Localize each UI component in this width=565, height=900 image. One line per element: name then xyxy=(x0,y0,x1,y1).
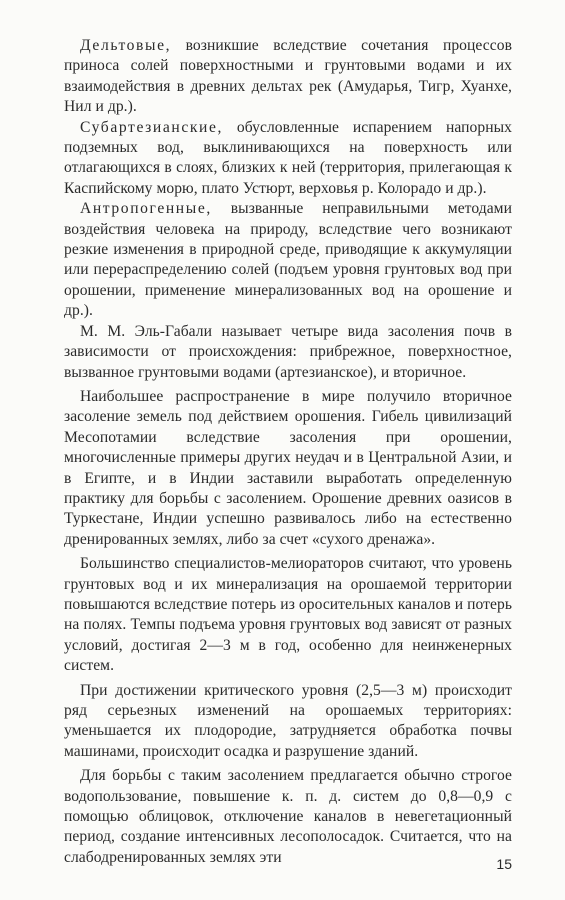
paragraph-text: вызванные неправильными методами воздействия человека на природу, вследствие чего возникают резкие изменения в природной среде, приводящие к аккумуляции или перераспределению солей (подъем уровня грунтовых вод при орошении, применение минерализованных вод на орошение и др.). xyxy=(64,200,512,320)
paragraph-text: возникшие вследствие сочетания процессов приноса солей поверхностными и грунтовыми водами и их взаимодействия в древних дельтах рек (Амударья, Тигр, Хуанхе, Нил и др.). xyxy=(64,37,512,116)
paragraph-text: При достижении критического уровня (2,5—3 м) происходит ряд серьезных изменений на орошаемых территориях: уменьшается их плодородие, затрудняется обработка почвы машинами, происходит осадка и разрушение зданий. xyxy=(64,681,512,760)
page-number: 15 xyxy=(496,856,512,872)
paragraph-specialists xyxy=(64,554,512,676)
paragraph-secondary-salinization xyxy=(64,387,512,550)
term-anthropogenic: Антропогенные, xyxy=(80,200,212,218)
paragraph-el-gabali xyxy=(64,322,512,383)
term-subartesian: Субартезианские, xyxy=(80,118,224,136)
paragraph-text: Для борьбы с таким засолением предлагается обычно строгое водопользование, повышение к. п. д. систем до 0,8—0,9 с помощью облицовок, отключение каналов в невегетационный период, создание интенсивных лесополосадок. Считается, что на слабодренированных землях эти xyxy=(64,767,512,866)
term-deltaic: Дельтовые, xyxy=(80,37,172,54)
paragraph-text: обусловленные испарением напорных подземных вод, выклинивающихся на поверхность или отлагающихся в слоях, близких к ней (территория, прилегающая к Каспийскому морю, плато Устюрт, верховья р. Колорадо и др.). xyxy=(64,118,512,197)
paragraph-text: М. М. Эль-Габали называет четыре вида засоления почв в зависимости от происхождения: прибрежное, поверхностное, вызванное грунтовыми водами (артезианское), и вторичное. xyxy=(64,322,512,381)
paragraph-text: Наибольшее распространение в мире получило вторичное засоление земель под действием орошения. Гибель цивилизаций Месопотамии вследствие засоления при орошении, многочисленные примеры других неудач и в Центральной Азии, и в Египте, и в Индии заставили выработать определенную практику для борьбы с засолением. Орошение древних оазисов в Туркестане, Индии успешно развивалось либо на естественно дренированных землях, либо за счет «сухого дренажа». xyxy=(64,387,512,548)
paragraph-subartesian xyxy=(64,118,512,200)
page-body xyxy=(64,36,512,868)
paragraph-critical-level xyxy=(64,681,512,763)
paragraph-deltaic xyxy=(64,36,512,118)
paragraph-text: Большинство специалистов-мелиораторов считают, что уровень грунтовых вод и их минерализация на орошаемой территории повышаются вследствие потерь из оросительных каналов и потерь на полях. Темпы подъема уровня грунтовых вод зависят от разных условий, достигая 2—3 м в год, особенно для неинженерных систем. xyxy=(64,555,512,675)
paragraph-anthropogenic xyxy=(64,199,512,321)
paragraph-countermeasures xyxy=(64,766,512,868)
